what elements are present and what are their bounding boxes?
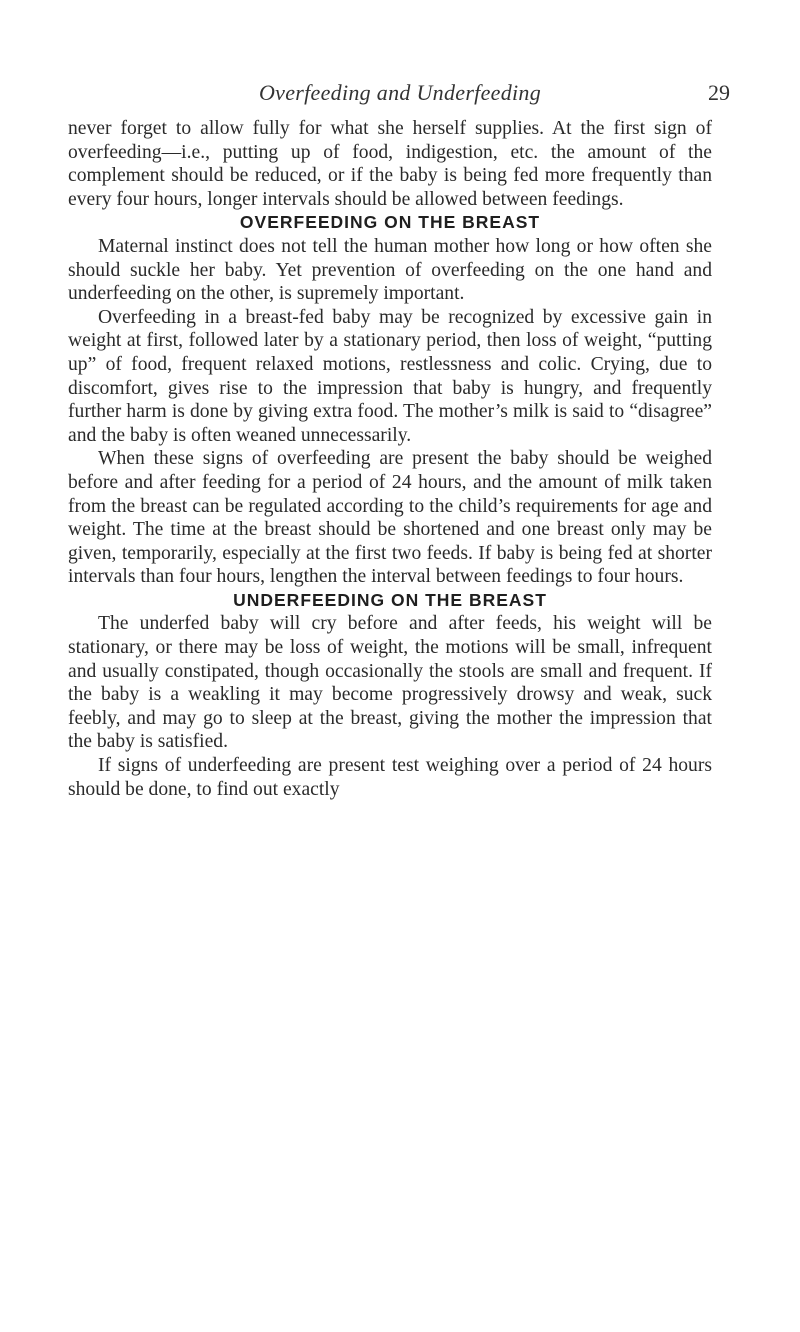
running-title: Overfeeding and Underfeeding [258, 80, 542, 105]
paragraph: If signs of underfeeding are present test weighing over a period of 24 hours should be done, to find out exactly [68, 755, 712, 800]
paragraph: Overfeeding in a breast-fed baby may be recognized by excessive gain in weight at first, followed later by a stationary period, then loss of weight, “putting up” of food, frequent relaxed motions, restlessness and colic. Crying, due to discomfort, gives rise to the impression that baby is hungry, and frequently further harm is done by giving extra food. The mother’s milk is said to “disagree” and the baby is often weaned unnecessarily. [68, 306, 712, 446]
paragraph: When these signs of overfeeding are present the baby should be weighed before and after feeding for a period of 24 hours, and the amount of milk taken from the breast can be regulated according to the child’s requirements for age and weight. The time at the breast should be shortened and one breast only may be given, temporarily, especially at the first two feeds. If baby is being fed at shorter intervals than four hours, lengthen the interval between feedings to four hours. [68, 448, 712, 588]
body-text [68, 117, 712, 801]
paragraph: The underfed baby will cry before and after feeds, his weight will be stationary, or there may be loss of weight, the motions will be small, infrequent and usually constipated, though occasionally the stools are small and frequent. If the baby is a weakling it may become progressively drowsy and weak, suck feebly, and may go to sleep at the breast, giving the mother the impression that the baby is satisfied. [68, 613, 712, 753]
running-head [0, 80, 800, 110]
paragraph: Maternal instinct does not tell the human mother how long or how often she should suckle her baby. Yet prevention of overfeeding on the one hand and underfeeding on the other, is supremely important. [68, 235, 712, 305]
section-heading-overfeeding: OVERFEEDING ON THE BREAST [239, 212, 541, 233]
section-heading-underfeeding: UNDERFEEDING ON THE BREAST [233, 589, 547, 610]
page-number: 29 [708, 80, 730, 105]
intro-paragraph: never forget to allow fully for what she herself supplies. At the first sign of overfeeding—i.e., putting up of food, indigestion, etc. the amount of the complement should be reduced, or if the baby is being fed more frequently than every four hours, longer intervals should be allowed between feedings. [68, 118, 712, 210]
